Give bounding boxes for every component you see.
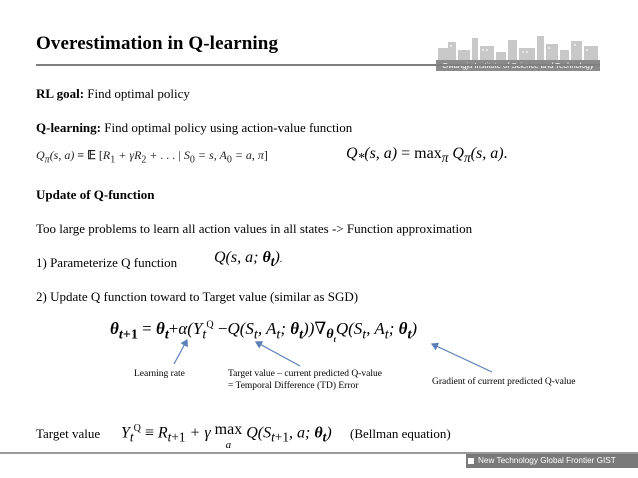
function-approx-line: Too large problems to learn all action values in all states -> Function approximation: [36, 221, 473, 236]
q-star-equation: $Q_*(s$, $a) = \max_\pi Q_\pi(s$, a).: [346, 145, 508, 166]
gradient-arrow: [432, 344, 492, 372]
learning-rate-note: Learning rate: [134, 369, 185, 379]
q-learning-label: Q-learning:: [36, 120, 101, 135]
update-heading: Update of Q-function: [36, 187, 155, 202]
q-learning-line: [36, 120, 352, 136]
step-parameterize: 1) Parameterize Q function: [36, 255, 178, 270]
q-pi-definition-equation: $Q_\pi(s$, a) ≡ 𝔼 [$R_1 + \gamma R_2$ + . . . | $S_0 = s$, $A_0 = a$, π]: [36, 148, 268, 166]
bellman-label: (Bellman equation): [350, 426, 451, 441]
slide-title: Overestimation in Q-learning: [36, 33, 279, 54]
campus-skyline-icon: [436, 34, 600, 62]
title-divider: [36, 64, 600, 66]
q-learning-text: Find optimal policy using action-value function: [101, 120, 353, 135]
parameterized-q-equation: Q(s, a; $\theta_t$).: [214, 249, 283, 270]
q-update-equation: $\theta_{t+1} = \theta_t+\alpha(Y_t^Q -Q(S_t$, $A_t$; $\theta_t))\nabla_{\theta_t}Q(S_t$, $A_t$; $\theta_t$): [110, 319, 418, 345]
td-error-note-line2: = Temporal Difference (TD) Error: [228, 381, 359, 391]
target-value-label: Target value: [36, 426, 101, 441]
footer-text: New Technology Global Frontier GIST: [478, 456, 616, 465]
td-error-arrow: [256, 342, 300, 366]
target-value-equation: $Y_t^Q \equiv R_{t+1} + \gamma$ max a $Q(S_{t+1}$, a; $\theta_t$): [121, 421, 332, 451]
rl-goal-text: Find optimal policy: [84, 86, 190, 101]
td-error-note-line1: Target value – current predicted Q-value: [228, 369, 382, 379]
rl-goal-label: RL goal:: [36, 86, 85, 101]
gradient-note: Gradient of current predicted Q-value: [432, 377, 576, 387]
step-update: 2) Update Q function toward to Target value (similar as SGD): [36, 289, 359, 304]
footer-square-icon: [468, 458, 474, 464]
rl-goal-line: [36, 86, 190, 102]
